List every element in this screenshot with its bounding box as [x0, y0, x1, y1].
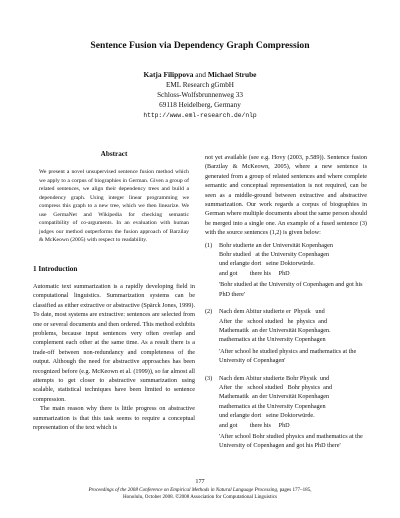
example-gloss: mathematics at the University Copenhagen [219, 402, 326, 410]
example-translation: 'After school Bohr studied physics and mathematics at the University of Copenhagen and got his PhD there' [219, 432, 363, 450]
proceedings-title: Proceedings of the 2008 Conference on Empirical Methods in Natural Language Processing [88, 487, 278, 493]
example-gloss: After the school studied Bohr physics and [219, 383, 333, 391]
example-line: Mathematik an der Universität Kopenhagen [219, 393, 330, 401]
example-gloss: After the school studied he physics and [219, 317, 328, 325]
example-line: Nach dem Abitur studierte er Physik und [219, 308, 325, 316]
author-name: Katja Filippova [143, 70, 194, 79]
example-gloss: Bohr studied at the University Copenhagen [219, 251, 330, 259]
example-2 [205, 307, 367, 370]
proceedings-line [0, 487, 400, 493]
affiliation-city: 69118 Heidelberg, Germany [159, 101, 241, 109]
author-line [0, 70, 400, 79]
section-heading: 1 Introduction [33, 265, 78, 274]
example-line: Mathematik an der Universität Kopenhagen. [219, 326, 331, 334]
author-name: Michael Strube [207, 70, 257, 79]
example-line: und erlangte dort seine Doktorwürde. [219, 260, 315, 268]
example-gloss: and got there his PhD [219, 269, 290, 277]
example-line: Nach dem Abitur studierte Bohr Physik und [219, 374, 330, 382]
example-number: (1) [205, 241, 213, 249]
copyright-line: Honolulu, October 2008. ©2008 Association for Computational Linguistics [123, 494, 277, 500]
paragraph: The main reason why there is little progress on abstractive summarization is that this task seems to require a conceptual representation of the text which is [33, 405, 195, 431]
example-line: und erlangte dort seine Doktorwürde. [219, 412, 315, 420]
proceedings-pages: , pages 177–185, [277, 487, 312, 493]
page-number: 177 [195, 478, 205, 485]
affiliation-street: Schloss-Wolfsbrunnenweg 33 [157, 91, 243, 99]
example-translation: 'After school he studied physics and mathematics at the University of Copenhagen' [219, 347, 357, 365]
example-3 [205, 374, 367, 456]
paper-title: Sentence Fusion via Dependency Graph Compression [90, 40, 310, 51]
example-1 [205, 241, 367, 304]
right-column [205, 153, 367, 456]
example-line: Bohr studierte an der Universität Kopenhagen [219, 241, 333, 249]
paragraph: Automatic text summarization is a rapidly developing field in computational linguistics. Summarization systems can be classified as either extractive or abstractive (Spärck Jones, 1999). To date, most systems are extractive: sentences are selected from one or several documents and then ordered. This method exhibits problems, because input sentences very often overlap and complement each other at the same time. As a result there is a trade-off between non-redundancy and completeness of the output. Although the need for abstractive approaches has been recognized before (e.g. McKeown et al. (1999)), so far almost all attempts to get closer to abstractive summarization using scalable, statistical techniques have been limited to sentence compression. [33, 282, 195, 403]
paragraph: not yet available (see e.g. Hovy (2003, p.589)). Sentence fusion (Barzilay & McKeown, 2005), where a new sentence is generated from a group of related sentences and where complete semantic and conceptual representation is not required, can be seen as a middle-ground between extractive and abstractive summarization. Our work regards a corpus of biographies in German where multiple documents about the same person should be merged into a single one. An example of a fused sentence (3) with the source sentences (1,2) is given below: [205, 154, 367, 237]
abstract-heading: Abstract [100, 150, 128, 158]
example-gloss: mathematics at the University Copenhagen [219, 336, 326, 344]
author-conjunction: and [195, 70, 206, 79]
example-translation: 'Bohr studied at the University of Copenhagen and got his PhD there' [219, 281, 363, 298]
example-number: (2) [205, 308, 213, 316]
left-column [33, 150, 195, 432]
example-number: (3) [205, 374, 213, 382]
example-gloss: and got there his PhD [219, 421, 290, 429]
affiliation-url[interactable]: http://www.eml-research.de/nlp [143, 112, 257, 119]
abstract-text: We present a novel unsupervised sentence fusion method which we apply to a corpus of biographies in German. Given a group of related sentences, we align their dependency trees and build a dependency graph. Using integer linear programming we compress this graph to a new tree, which we then linearize. We use GermaNet and Wikipedia for checking semantic compatibility of co-arguments. In an evaluation with human judges our method outperforms the fusion approach of Barzilay & McKeown (2005) with respect to readability. [39, 169, 189, 244]
affiliation: EML Research gGmbH [166, 81, 234, 89]
